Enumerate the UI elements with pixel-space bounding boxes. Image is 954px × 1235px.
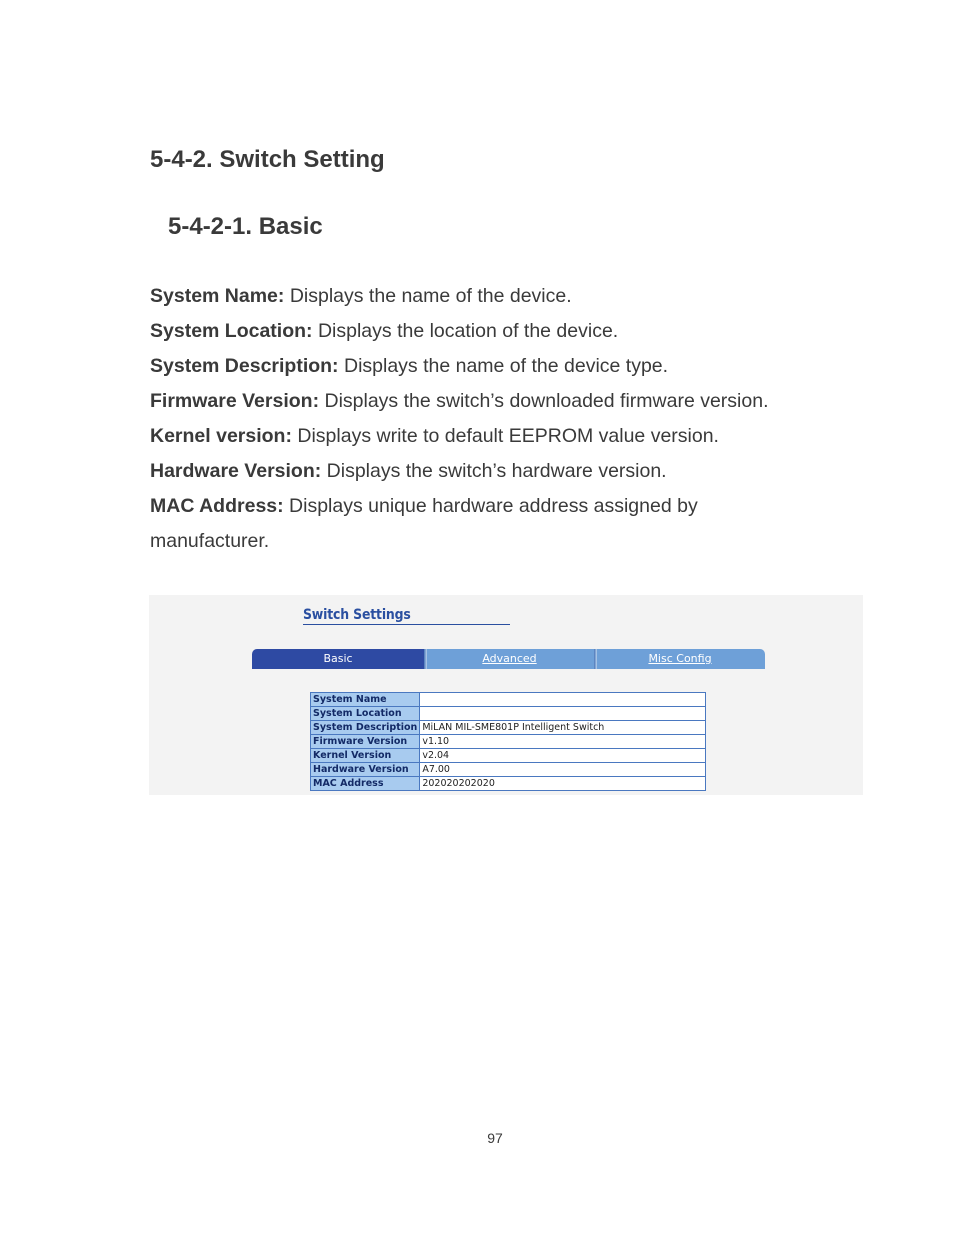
row-value	[420, 693, 706, 707]
title-underline	[303, 624, 510, 625]
table-row	[311, 721, 706, 735]
page-number: 97	[487, 1130, 503, 1146]
tab-divider	[424, 649, 427, 669]
definition-system-location	[150, 314, 850, 349]
definition-term: System Description:	[150, 355, 339, 377]
definition-system-name	[150, 279, 850, 314]
definition-description: Displays unique hardware address assigned by manufacturer.	[150, 495, 698, 552]
definition-list	[150, 279, 850, 559]
definition-kernel-version	[150, 419, 850, 454]
tab-basic[interactable]: Basic	[252, 649, 424, 669]
definition-term: Hardware Version:	[150, 460, 322, 482]
table-row	[311, 749, 706, 763]
definition-system-description	[150, 349, 850, 384]
definition-description: Displays write to default EEPROM value version.	[291, 425, 719, 447]
definition-description: Displays the switch’s hardware version.	[321, 460, 667, 482]
definition-description: Displays the switch’s downloaded firmware version.	[319, 390, 769, 412]
row-label: MAC Address	[311, 777, 420, 791]
definition-description: Displays the location of the device.	[312, 320, 619, 342]
row-label: Kernel Version	[311, 749, 420, 763]
row-label: Firmware Version	[311, 735, 420, 749]
panel-title: Switch Settings	[303, 607, 411, 623]
definition-firmware-version	[150, 384, 850, 419]
row-value: v2.04	[420, 749, 706, 763]
row-label: System Location	[311, 707, 420, 721]
row-value	[420, 707, 706, 721]
row-value: v1.10	[420, 735, 706, 749]
subsection-heading: 5-4-2-1. Basic	[168, 213, 323, 240]
table-row	[311, 763, 706, 777]
table-row	[311, 707, 706, 721]
table-row	[311, 693, 706, 707]
definition-term: System Name:	[150, 285, 285, 307]
tab-misc-config[interactable]: Misc Config	[595, 649, 765, 669]
tab-bar	[252, 649, 765, 669]
section-heading: 5-4-2. Switch Setting	[150, 146, 385, 173]
row-label: System Description	[311, 721, 420, 735]
table-row	[311, 735, 706, 749]
definition-hardware-version	[150, 454, 850, 489]
row-label: System Name	[311, 693, 420, 707]
switch-info-table	[310, 692, 706, 791]
definition-term: MAC Address:	[150, 495, 284, 517]
row-value: MiLAN MIL-SME801P Intelligent Switch	[420, 721, 706, 735]
definition-term: System Location:	[150, 320, 313, 342]
table-row	[311, 777, 706, 791]
tab-advanced[interactable]: Advanced	[424, 649, 595, 669]
row-label: Hardware Version	[311, 763, 420, 777]
tab-divider	[594, 649, 597, 669]
definition-description: Displays the name of the device.	[284, 285, 572, 307]
definition-term: Kernel version:	[150, 425, 292, 447]
row-value: 202020202020	[420, 777, 706, 791]
definition-mac-address	[150, 489, 730, 559]
row-value: A7.00	[420, 763, 706, 777]
definition-term: Firmware Version:	[150, 390, 320, 412]
definition-description: Displays the name of the device type.	[338, 355, 669, 377]
switch-settings-screenshot	[149, 595, 863, 795]
